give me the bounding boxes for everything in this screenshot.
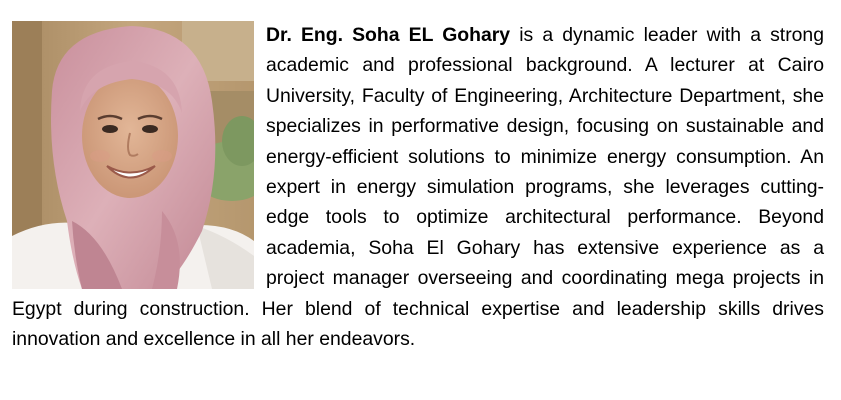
bio-text: is a dynamic leader with a strong academic and professional background. A lecturer at Cairo University, Faculty of Engineering, Architecture Department, she specializes in performative design, focusing on sustainable and energy-efficient solutions to minimize energy consumption. An expert in energy simulation programs, she leverages cutting-edge tools to optimize architectural performance. Beyond academia, Soha El Gohary has extensive experience as a project manager overseeing and coordinating mega projects in Egypt during construction. Her blend of technical expertise and leadership skills drives innovation and excellence in all her endeavors. <box>12 24 824 351</box>
portrait-photo <box>12 21 254 289</box>
person-name: Dr. Eng. Soha EL Gohary <box>266 24 511 46</box>
bio-paragraph <box>12 20 824 354</box>
